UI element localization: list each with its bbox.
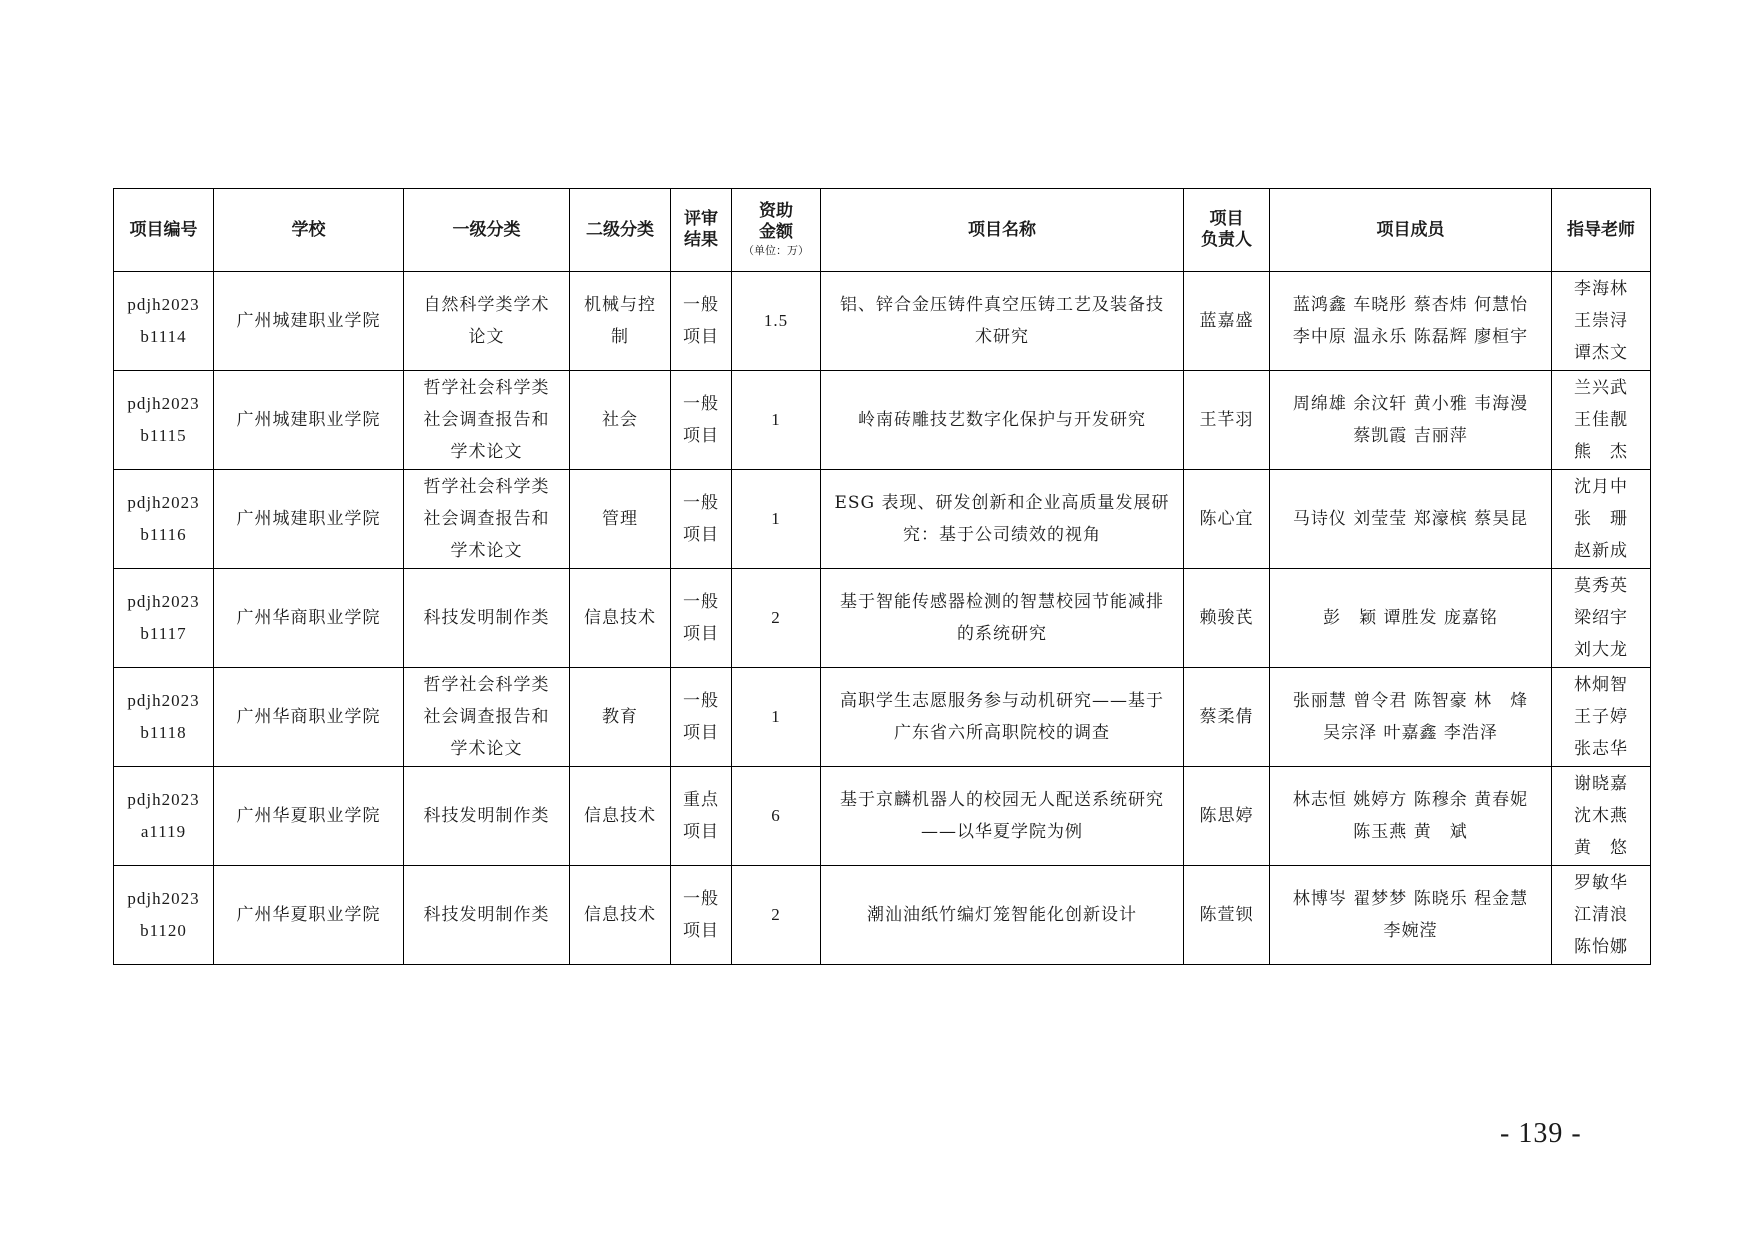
cell-members-line: 彭 颖 谭胜发 庞嘉铭: [1323, 608, 1498, 628]
page-number: - 139 -: [1500, 1118, 1582, 1149]
cell-result: [671, 569, 732, 668]
cell-category-1-line: 哲学社会科学类: [423, 378, 550, 398]
cell-project-name: [821, 767, 1184, 866]
cell-category-1: [404, 272, 570, 371]
cell-code-line: b1114: [140, 327, 187, 346]
cell-advisor-line: 王子婷: [1574, 707, 1628, 727]
cell-advisor-line: 王崇浔: [1574, 311, 1628, 331]
header-row: [114, 189, 1651, 272]
cell-project-name: [821, 866, 1184, 965]
cell-result-line: 项目: [683, 723, 719, 743]
cell-project-name-line: 广东省六所高职院校的调查: [894, 723, 1110, 743]
cell-category-1-line: 学术论文: [450, 541, 523, 561]
header-amount-line: 资助: [759, 201, 793, 221]
cell-category-2: [570, 272, 671, 371]
cell-leader: 陈心宜: [1184, 470, 1270, 569]
header-category-1: 一级分类: [404, 189, 570, 272]
cell-leader: 蓝嘉盛: [1184, 272, 1270, 371]
cell-project-name-line: 铝、锌合金压铸件真空压铸工艺及装备技: [840, 295, 1164, 315]
cell-result: [671, 866, 732, 965]
cell-code-line: pdjh2023: [127, 493, 200, 512]
cell-result-line: 一般: [683, 592, 719, 612]
cell-advisor: [1552, 668, 1651, 767]
cell-code-line: pdjh2023: [127, 790, 200, 809]
cell-members-line: 林志恒 姚婷方 陈穆余 黄春妮: [1292, 790, 1529, 810]
cell-project-name: [821, 272, 1184, 371]
cell-project-name-line: 岭南砖雕技艺数字化保护与开发研究: [858, 410, 1146, 430]
cell-school: 广州城建职业学院: [214, 470, 404, 569]
header-amount-unit: （单位：万）: [743, 244, 809, 257]
cell-code: [114, 470, 214, 569]
cell-result: [671, 668, 732, 767]
cell-advisor-line: 李海林: [1574, 279, 1628, 299]
cell-category-1-line: 哲学社会科学类: [423, 675, 550, 695]
header-code: 项目编号: [114, 189, 214, 272]
cell-result-line: 项目: [683, 327, 719, 347]
cell-advisor-line: 刘大龙: [1574, 640, 1628, 660]
table-body: [114, 272, 1651, 965]
cell-category-1: [404, 866, 570, 965]
cell-advisor: [1552, 470, 1651, 569]
table-row: [114, 767, 1651, 866]
cell-school: 广州城建职业学院: [214, 371, 404, 470]
cell-category-2-line: 管理: [602, 509, 638, 529]
cell-advisor-line: 沈木燕: [1574, 806, 1628, 826]
cell-project-name-line: 的系统研究: [957, 624, 1047, 644]
cell-advisor-line: 王佳靓: [1574, 410, 1628, 430]
header-leader-line: 负责人: [1201, 230, 1252, 250]
cell-category-2-line: 信息技术: [584, 608, 656, 628]
header-category-2: 二级分类: [570, 189, 671, 272]
cell-project-name: [821, 668, 1184, 767]
header-amount: [732, 189, 821, 272]
cell-category-1-line: 社会调查报告和: [423, 410, 550, 430]
cell-result-line: 项目: [683, 624, 719, 644]
cell-category-1-line: 论文: [468, 327, 505, 347]
cell-category-1-line: 社会调查报告和: [423, 707, 550, 727]
cell-code-line: pdjh2023: [127, 394, 200, 413]
cell-category-1-line: 学术论文: [450, 442, 523, 462]
cell-category-1: [404, 668, 570, 767]
cell-amount: 1: [732, 470, 821, 569]
cell-project-name: [821, 569, 1184, 668]
cell-code-line: pdjh2023: [127, 295, 200, 314]
cell-advisor-line: 沈月中: [1574, 477, 1628, 497]
cell-members-line: 李中原 温永乐 陈磊辉 廖桓宇: [1292, 327, 1529, 347]
cell-school: 广州华夏职业学院: [214, 866, 404, 965]
cell-result: [671, 767, 732, 866]
cell-category-1-line: 科技发明制作类: [423, 806, 550, 826]
cell-result-line: 一般: [683, 295, 719, 315]
cell-project-name-line: 高职学生志愿服务参与动机研究——基于: [840, 691, 1164, 711]
cell-result-line: 一般: [683, 493, 719, 513]
cell-code-line: b1115: [140, 426, 187, 445]
cell-members: [1270, 668, 1552, 767]
cell-advisor: [1552, 569, 1651, 668]
cell-leader: 陈萱钡: [1184, 866, 1270, 965]
cell-result-line: 一般: [683, 691, 719, 711]
cell-result-line: 项目: [683, 921, 719, 941]
cell-leader: 赖骏芪: [1184, 569, 1270, 668]
cell-category-1-line: 科技发明制作类: [423, 608, 550, 628]
header-result-line: 结果: [684, 230, 718, 250]
cell-result-line: 项目: [683, 426, 719, 446]
cell-category-1: [404, 569, 570, 668]
cell-school: 广州华商职业学院: [214, 569, 404, 668]
cell-members: [1270, 272, 1552, 371]
header-advisor: 指导老师: [1552, 189, 1651, 272]
cell-advisor-line: 张志华: [1574, 739, 1628, 759]
cell-advisor: [1552, 371, 1651, 470]
cell-members-line: 李婉滢: [1383, 921, 1438, 941]
header-result-line: 评审: [684, 209, 718, 229]
cell-project-name: [821, 470, 1184, 569]
cell-advisor-line: 赵新成: [1574, 541, 1628, 561]
project-table: [113, 188, 1651, 965]
cell-members-line: 蓝鸿鑫 车晓彤 蔡杏炜 何慧怡: [1292, 295, 1529, 315]
cell-advisor-line: 罗敏华: [1574, 873, 1628, 893]
cell-advisor-line: 莫秀英: [1574, 576, 1628, 596]
cell-members-line: 陈玉燕 黄 斌: [1353, 822, 1468, 842]
cell-result-line: 一般: [683, 889, 719, 909]
cell-category-2: [570, 371, 671, 470]
cell-advisor-line: 谢晓嘉: [1574, 774, 1628, 794]
cell-code: [114, 371, 214, 470]
cell-school: 广州华商职业学院: [214, 668, 404, 767]
header-school: 学校: [214, 189, 404, 272]
cell-advisor-line: 张 珊: [1574, 509, 1628, 529]
cell-code-line: pdjh2023: [127, 889, 200, 908]
cell-category-1: [404, 767, 570, 866]
cell-members-line: 马诗仪 刘莹莹 郑濠槟 蔡昊昆: [1292, 509, 1529, 529]
header-leader-line: 项目: [1209, 209, 1244, 229]
cell-school: 广州城建职业学院: [214, 272, 404, 371]
cell-members: [1270, 371, 1552, 470]
cell-code-line: pdjh2023: [127, 691, 200, 710]
cell-leader: 蔡柔倩: [1184, 668, 1270, 767]
cell-category-2: [570, 767, 671, 866]
cell-code-line: b1116: [140, 525, 187, 544]
cell-result: [671, 272, 732, 371]
cell-advisor-line: 熊 杰: [1574, 442, 1628, 462]
cell-advisor: [1552, 866, 1651, 965]
cell-category-1-line: 学术论文: [450, 739, 523, 759]
cell-category-2: [570, 668, 671, 767]
cell-leader: 陈思婷: [1184, 767, 1270, 866]
cell-category-1-line: 自然科学类学术: [423, 295, 550, 315]
cell-code-line: b1120: [140, 921, 187, 940]
cell-result-line: 项目: [683, 525, 719, 545]
cell-advisor-line: 林炯智: [1574, 675, 1628, 695]
table-row: [114, 371, 1651, 470]
cell-category-1: [404, 371, 570, 470]
cell-category-2-line: 制: [611, 327, 629, 347]
table-row: [114, 866, 1651, 965]
table-row: [114, 272, 1651, 371]
cell-members: [1270, 767, 1552, 866]
cell-category-1: [404, 470, 570, 569]
cell-code: [114, 272, 214, 371]
cell-category-1-line: 科技发明制作类: [423, 905, 550, 925]
cell-amount: 1.5: [732, 272, 821, 371]
header-result: [671, 189, 732, 272]
cell-result: [671, 371, 732, 470]
header-leader: [1184, 189, 1270, 272]
cell-code-line: a1119: [140, 822, 187, 841]
cell-amount: 1: [732, 668, 821, 767]
header-members: 项目成员: [1270, 189, 1552, 272]
header-amount-line: 金额: [759, 222, 793, 242]
cell-advisor-line: 兰兴武: [1574, 378, 1628, 398]
cell-result: [671, 470, 732, 569]
cell-project-name-line: 术研究: [975, 327, 1029, 347]
cell-advisor-line: 黄 悠: [1574, 838, 1628, 858]
cell-school: 广州华夏职业学院: [214, 767, 404, 866]
cell-members-line: 林博岑 翟梦梦 陈晓乐 程金慧: [1292, 889, 1529, 909]
cell-code: [114, 668, 214, 767]
cell-result-line: 项目: [683, 822, 719, 842]
cell-advisor-line: 梁绍宇: [1574, 608, 1628, 628]
cell-project-name-line: 究：基于公司绩效的视角: [903, 525, 1101, 545]
cell-code-line: pdjh2023: [127, 592, 200, 611]
cell-category-1-line: 哲学社会科学类: [423, 477, 550, 497]
cell-category-2-line: 机械与控: [584, 295, 656, 315]
cell-result-line: 重点: [683, 790, 719, 810]
cell-code: [114, 866, 214, 965]
cell-members: [1270, 866, 1552, 965]
cell-project-name-line: 基于京麟机器人的校园无人配送系统研究: [840, 790, 1164, 810]
cell-code: [114, 569, 214, 668]
cell-advisor-line: 谭杰文: [1574, 343, 1628, 363]
cell-category-1-line: 社会调查报告和: [423, 509, 550, 529]
cell-code-line: b1117: [140, 624, 187, 643]
cell-result-line: 一般: [683, 394, 719, 414]
cell-advisor-line: 陈怡娜: [1574, 937, 1628, 957]
cell-category-2: [570, 866, 671, 965]
cell-members-line: 周绵雄 余汶轩 黄小雅 韦海漫: [1292, 394, 1529, 414]
cell-members-line: 蔡凯霞 吉丽萍: [1353, 426, 1468, 446]
cell-category-2-line: 社会: [602, 410, 638, 430]
cell-advisor: [1552, 767, 1651, 866]
cell-category-2: [570, 470, 671, 569]
cell-code: [114, 767, 214, 866]
cell-amount: 6: [732, 767, 821, 866]
cell-project-name: [821, 371, 1184, 470]
cell-amount: 2: [732, 866, 821, 965]
cell-members: [1270, 569, 1552, 668]
cell-amount: 2: [732, 569, 821, 668]
cell-advisor-line: 江清浪: [1574, 905, 1628, 925]
table-row: [114, 569, 1651, 668]
cell-category-2-line: 教育: [602, 707, 638, 727]
table-row: [114, 668, 1651, 767]
cell-leader: 王芊羽: [1184, 371, 1270, 470]
header-project-name: 项目名称: [821, 189, 1184, 272]
cell-code-line: b1118: [140, 723, 187, 742]
cell-category-2-line: 信息技术: [584, 905, 656, 925]
cell-advisor: [1552, 272, 1651, 371]
cell-category-2-line: 信息技术: [584, 806, 656, 826]
cell-project-name-line: ESG 表现、研发创新和企业高质量发展研: [834, 493, 1170, 513]
cell-amount: 1: [732, 371, 821, 470]
cell-members: [1270, 470, 1552, 569]
table-row: [114, 470, 1651, 569]
cell-project-name-line: ——以华夏学院为例: [921, 822, 1083, 842]
cell-project-name-line: 潮汕油纸竹编灯笼智能化创新设计: [867, 905, 1137, 925]
cell-category-2: [570, 569, 671, 668]
cell-project-name-line: 基于智能传感器检测的智慧校园节能减排: [840, 592, 1164, 612]
cell-members-line: 张丽慧 曾令君 陈智豪 林 烽: [1292, 691, 1529, 711]
cell-members-line: 吴宗泽 叶嘉鑫 李浩泽: [1323, 723, 1498, 743]
